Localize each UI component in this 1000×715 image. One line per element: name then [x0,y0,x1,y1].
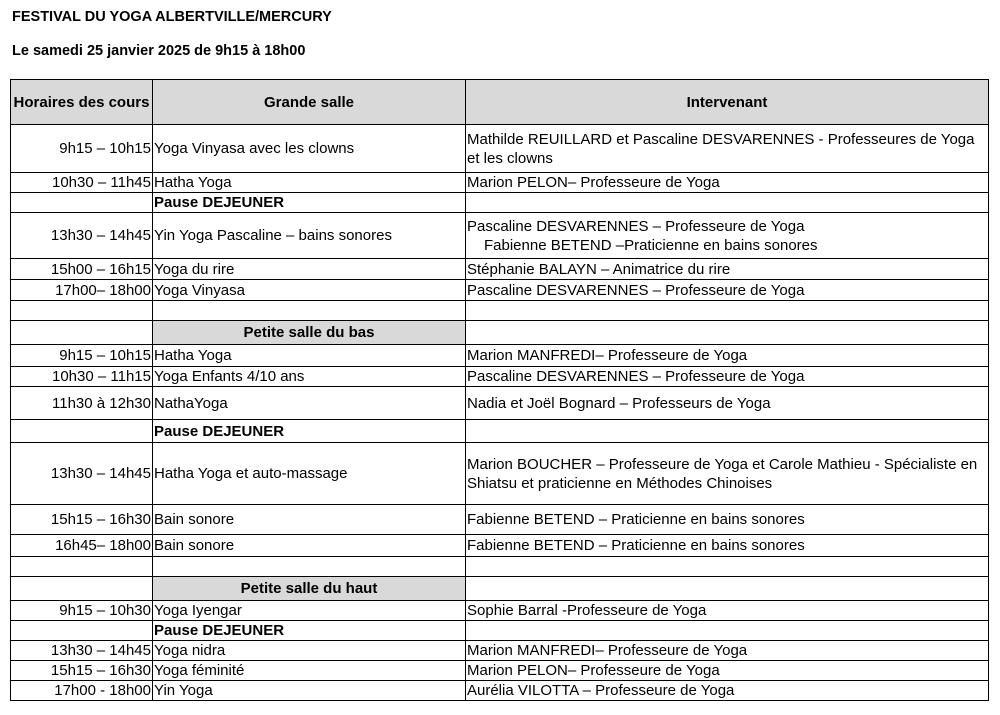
table-row [11,681,989,701]
pause-label: Pause DEJEUNER [153,621,466,641]
pause-row [11,420,989,443]
table-row [11,443,989,505]
pause-row [11,193,989,213]
table-row [11,280,989,301]
time-cell: 10h30 – 11h15 [11,367,153,387]
time-cell-empty [11,321,153,345]
table-row [11,387,989,420]
column-header-room: Grande salle [153,80,466,125]
course-cell: Bain sonore [153,535,466,557]
time-cell: 16h45– 18h00 [11,535,153,557]
course-cell: Yoga nidra [153,641,466,661]
table-row [11,345,989,367]
speaker-cell: Pascaline DESVARENNES – Professeure de Yoga [466,280,989,301]
table-row [11,505,989,535]
speaker-cell: Marion PELON– Professeure de Yoga [466,173,989,193]
time-cell: 10h30 – 11h45 [11,173,153,193]
course-cell: Bain sonore [153,505,466,535]
course-cell: Yin Yoga [153,681,466,701]
table-row [11,125,989,173]
speaker-cell: Fabienne BETEND – Praticienne en bains sonores [466,505,989,535]
time-cell: 17h00 - 18h00 [11,681,153,701]
speaker-cell: Fabienne BETEND – Praticienne en bains sonores [466,535,989,557]
table-row [11,601,989,621]
course-cell: Hatha Yoga [153,345,466,367]
speaker-cell-empty [466,621,989,641]
speaker-cell-empty [466,577,989,601]
speaker-line: Fabienne BETEND –Praticienne en bains sonores [484,236,818,254]
speaker-cell: Pascaline DESVARENNES – Professeure de Yoga [466,367,989,387]
time-cell-empty [11,420,153,443]
table-row [11,661,989,681]
table-row [11,641,989,661]
pause-label: Pause DEJEUNER [153,193,466,213]
speaker-cell: Marion BOUCHER – Professeure de Yoga et Carole Mathieu - Spécialiste en Shiatsu et praticienne en Méthodes Chinoises [466,443,989,505]
time-cell: 13h30 – 14h45 [11,443,153,505]
course-cell: Hatha Yoga [153,173,466,193]
speaker-cell: Marion PELON– Professeure de Yoga [466,661,989,681]
speaker-cell: Mathilde REUILLARD et Pascaline DESVARENNES - Professeures de Yoga et les clowns [466,125,989,173]
course-cell: Yoga Vinyasa [153,280,466,301]
course-cell: Yoga du rire [153,259,466,280]
pause-label: Pause DEJEUNER [153,420,466,443]
time-cell: 15h15 – 16h30 [11,661,153,681]
speaker-cell-empty [466,420,989,443]
time-cell: 9h15 – 10h15 [11,125,153,173]
course-cell: Yoga Iyengar [153,601,466,621]
time-cell: 17h00– 18h00 [11,280,153,301]
blank-row [11,301,989,321]
time-cell-empty [11,577,153,601]
section-title: Petite salle du bas [153,321,466,345]
table-row [11,213,989,259]
time-cell-empty [11,621,153,641]
speaker-cell: Sophie Barral -Professeure de Yoga [466,601,989,621]
schedule-table [10,79,989,701]
section-row [11,321,989,345]
speaker-cell: Nadia et Joël Bognard – Professeurs de Yoga [466,387,989,420]
document-subtitle: Le samedi 25 janvier 2025 de 9h15 à 18h00 [12,43,306,59]
speaker-cell: Aurélia VILOTTA – Professeure de Yoga [466,681,989,701]
section-title: Petite salle du haut [153,577,466,601]
section-row [11,577,989,601]
table-row [11,259,989,280]
speaker-cell: Marion MANFREDI– Professeure de Yoga [466,641,989,661]
course-cell: Hatha Yoga et auto-massage [153,443,466,505]
blank-row [11,557,989,577]
table-row [11,535,989,557]
speaker-cell: Stéphanie BALAYN – Animatrice du rire [466,259,989,280]
time-cell: 15h15 – 16h30 [11,505,153,535]
time-cell: 13h30 – 14h45 [11,641,153,661]
column-header-time: Horaires des cours [11,80,153,125]
course-cell: Yoga Vinyasa avec les clowns [153,125,466,173]
time-cell: 11h30 à 12h30 [11,387,153,420]
time-cell: 13h30 – 14h45 [11,213,153,259]
speaker-cell-empty [466,321,989,345]
time-cell: 9h15 – 10h15 [11,345,153,367]
table-row [11,367,989,387]
time-cell: 9h15 – 10h30 [11,601,153,621]
course-cell: NathaYoga [153,387,466,420]
column-header-speaker: Intervenant [466,80,989,125]
time-cell: 15h00 – 16h15 [11,259,153,280]
course-cell: Yin Yoga Pascaline – bains sonores [153,213,466,259]
speaker-cell-empty [466,193,989,213]
speaker-line: Pascaline DESVARENNES – Professeure de Yoga [467,217,805,235]
speaker-cell [466,213,989,259]
speaker-cell: Marion MANFREDI– Professeure de Yoga [466,345,989,367]
table-row [11,173,989,193]
time-cell-empty [11,193,153,213]
course-cell: Yoga féminité [153,661,466,681]
course-cell: Yoga Enfants 4/10 ans [153,367,466,387]
pause-row [11,621,989,641]
table-header-row [11,80,989,125]
document-title: FESTIVAL DU YOGA ALBERTVILLE/MERCURY [12,9,332,25]
